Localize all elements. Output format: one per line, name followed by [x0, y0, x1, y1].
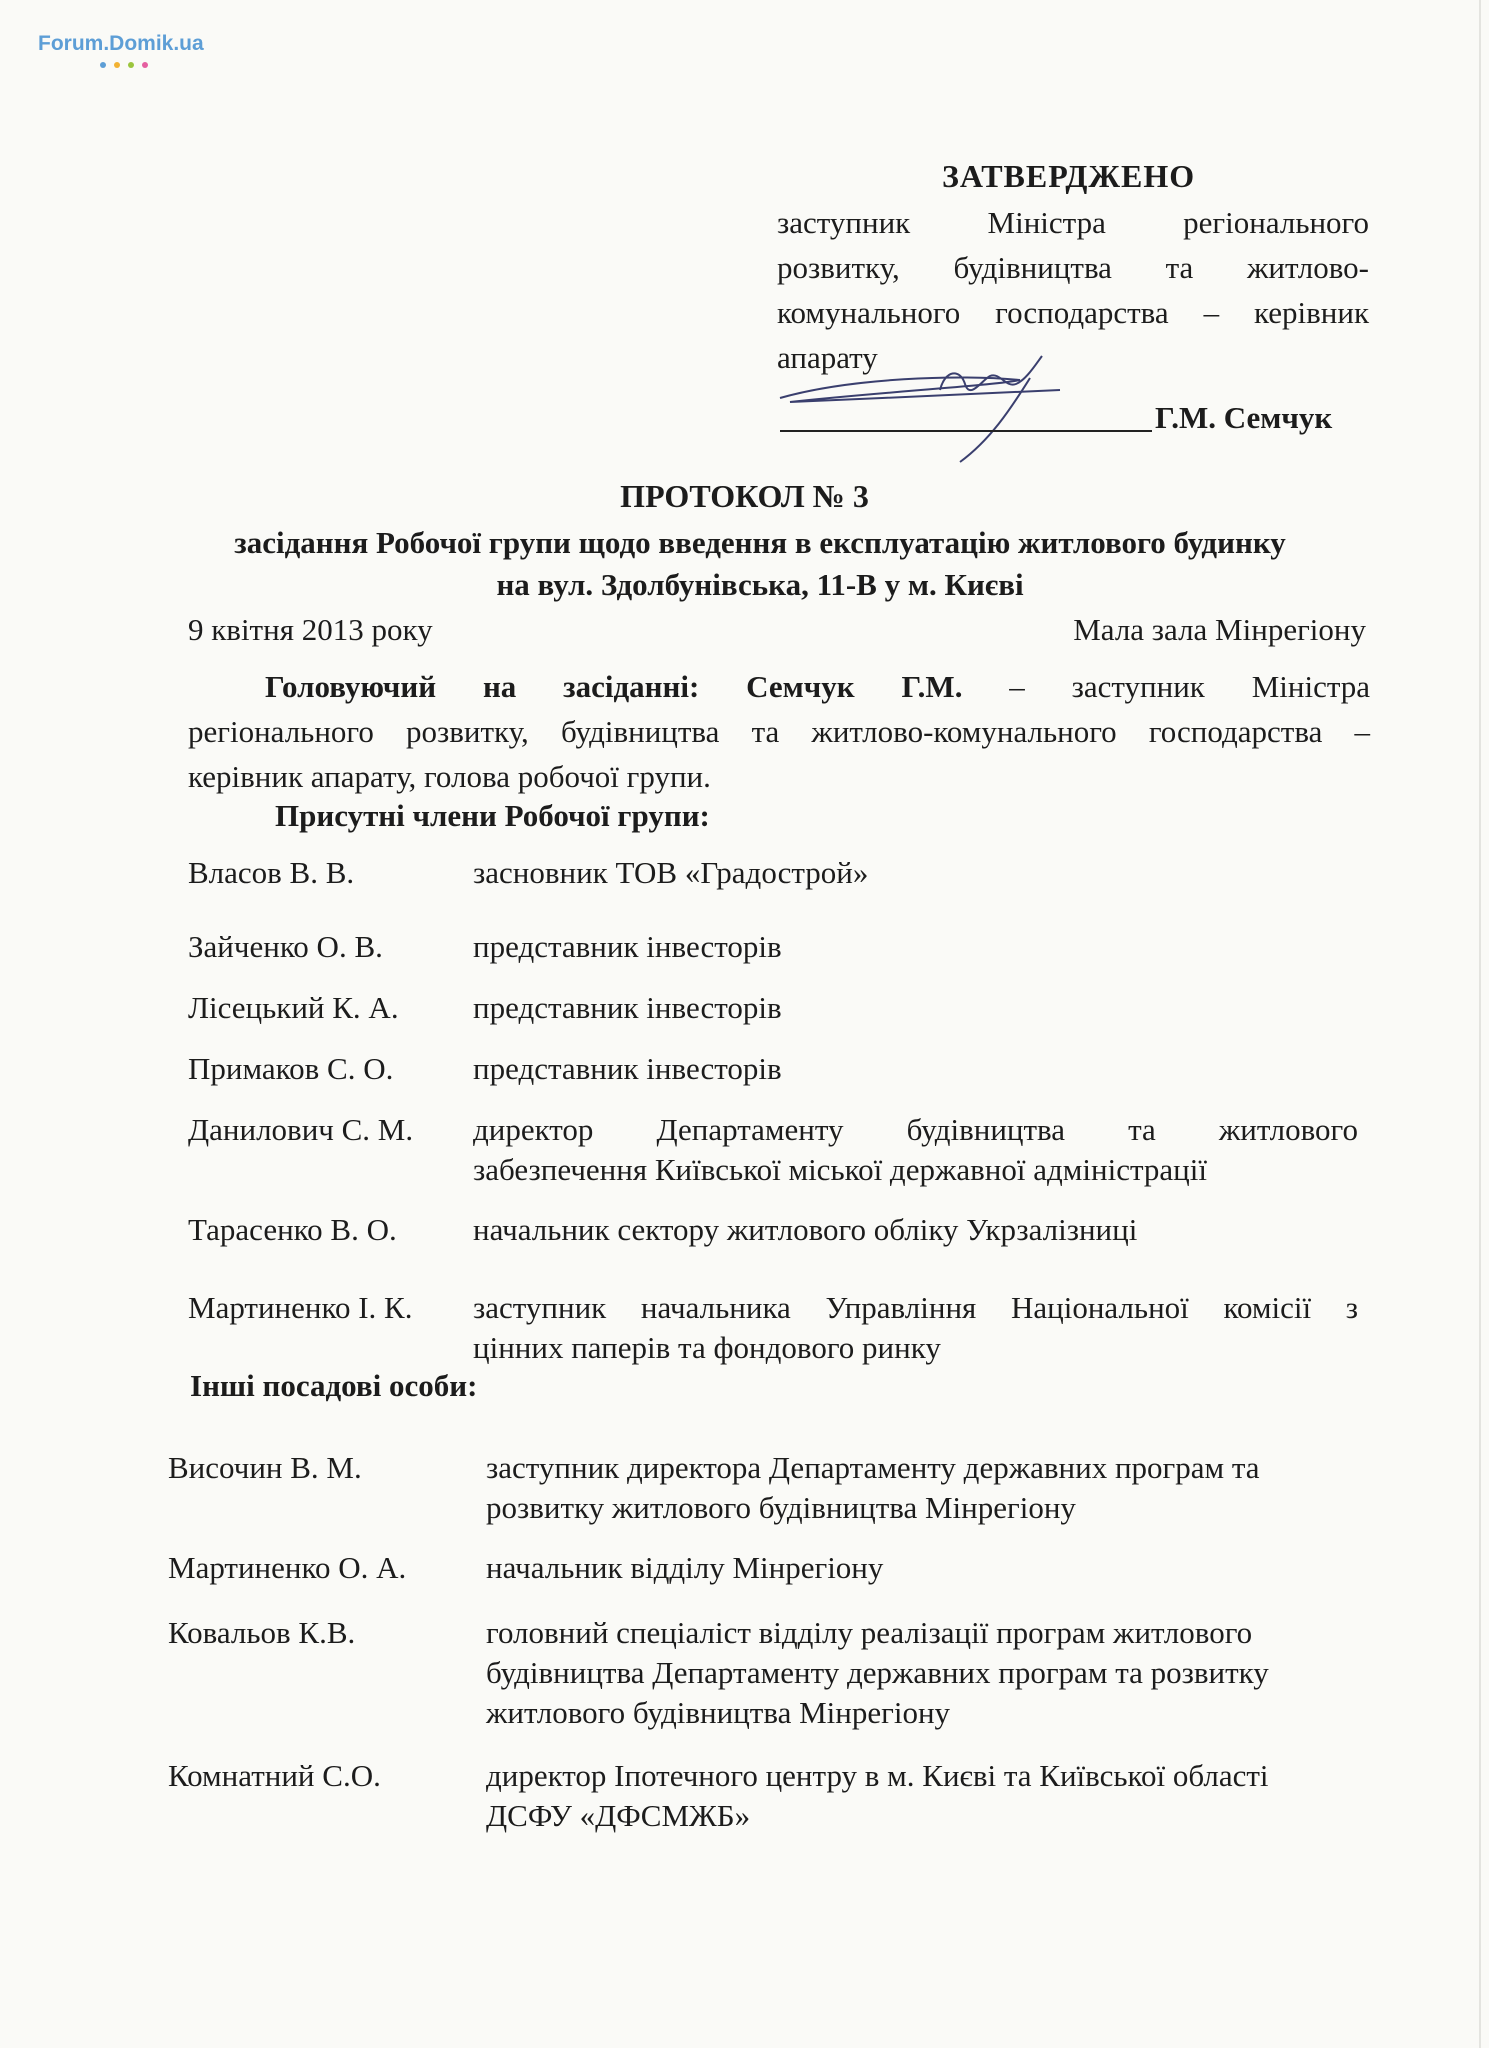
member-role: директор Департаменту будівництва та житлового — [473, 1112, 1358, 1147]
chair-line — [188, 664, 1370, 709]
protocol-subtitle-line: засідання Робочої групи щодо введення в експлуатацію житлового будинку — [234, 525, 1286, 560]
meeting-place: Мала зала Мінрегіону — [1073, 612, 1366, 647]
member-role: начальник сектору житлового обліку Укрзалізниці — [473, 1212, 1138, 1247]
member-name: Власов В. В. — [188, 855, 355, 890]
other-name: Комнатний С.О. — [168, 1758, 381, 1793]
other-name: Височин В. М. — [168, 1450, 362, 1485]
other-role: головний спеціаліст відділу реалізації програм житлового — [486, 1615, 1253, 1650]
other-name: Ковальов К.В. — [168, 1615, 356, 1650]
member-role: забезпечення Київської міської державної адміністрації — [473, 1152, 1207, 1187]
member-role: засновник ТОВ «Градострой» — [473, 855, 869, 890]
member-name: Примаков С. О. — [188, 1051, 394, 1086]
chair-paragraph — [188, 664, 1370, 799]
member-role: заступник начальника Управління Національної комісії з — [473, 1290, 1358, 1325]
other-role: житлового будівництва Мінрегіону — [486, 1695, 951, 1730]
other-role: директор Іпотечного центру в м. Києві та Київської області — [486, 1758, 1269, 1793]
chair-label: Головуючий на засіданні: Семчук Г.М. — [265, 669, 963, 704]
meeting-info — [188, 612, 1366, 648]
approval-line: розвитку, будівництва та житлово- — [777, 250, 1369, 285]
approval-signer: Г.М. Семчук — [1155, 400, 1333, 435]
member-name: Тарасенко В. О. — [188, 1212, 397, 1247]
member-name: Данилович С. М. — [188, 1112, 414, 1147]
other-role: начальник відділу Мінрегіону — [486, 1550, 884, 1585]
member-role: цінних паперів та фондового ринку — [473, 1330, 941, 1365]
member-role: представник інвесторів — [473, 990, 782, 1025]
approval-title: ЗАТВЕРДЖЕНО — [942, 158, 1196, 194]
approval-line: заступник Міністра регіонального — [777, 205, 1369, 240]
member-role: представник інвесторів — [473, 1051, 782, 1086]
other-role: розвитку житлового будівництва Мінрегіону — [486, 1490, 1076, 1525]
protocol-title: ПРОТОКОЛ № 3 — [620, 478, 869, 514]
watermark-logo — [38, 32, 204, 56]
protocol-subtitle-line: на вул. Здолбунівська, 11-В у м. Києві — [496, 567, 1024, 602]
page-edge-shadow — [1479, 0, 1481, 2048]
approval-line: комунального господарства – керівник — [777, 295, 1369, 330]
member-role: представник інвесторів — [473, 929, 782, 964]
signature-line — [780, 430, 1152, 432]
chair-text: – заступник Міністра — [1009, 669, 1371, 704]
other-role: будівництва Департаменту державних програм та розвитку — [486, 1655, 1269, 1690]
other-role: ДСФУ «ДФСМЖБ» — [486, 1798, 751, 1833]
approval-line: апарату — [777, 340, 878, 375]
handwritten-signature — [760, 350, 1080, 470]
watermark-text: Forum.Domik.ua — [38, 32, 204, 55]
members-heading: Присутні члени Робочої групи: — [275, 798, 710, 833]
other-name: Мартиненко О. А. — [168, 1550, 407, 1585]
other-role: заступник директора Департаменту державних програм та — [486, 1450, 1260, 1485]
watermark-dots — [100, 60, 156, 71]
member-name: Зайченко О. В. — [188, 929, 383, 964]
member-name: Лісецький К. А. — [188, 990, 399, 1025]
others-heading: Інші посадові особи: — [190, 1368, 478, 1403]
chair-line: регіонального розвитку, будівництва та житлово-комунального господарства – — [188, 714, 1370, 749]
chair-line: керівник апарату, голова робочої групи. — [188, 759, 711, 794]
member-name: Мартиненко І. К. — [188, 1290, 413, 1325]
meeting-date: 9 квітня 2013 року — [188, 612, 433, 647]
protocol-subtitle — [150, 522, 1370, 606]
